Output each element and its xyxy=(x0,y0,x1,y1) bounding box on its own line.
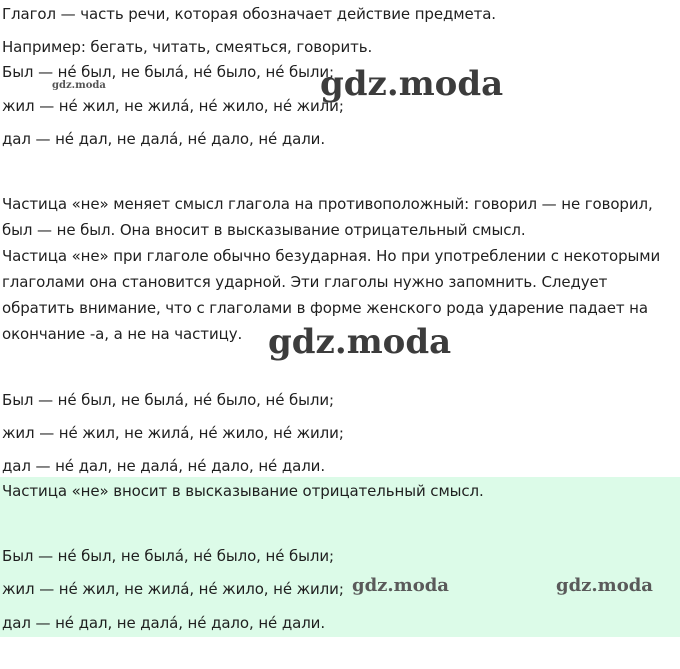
watermark-mid-left: gdz.moda xyxy=(352,575,449,596)
watermark-large-middle: gdz.moda xyxy=(268,322,452,362)
paragraph-meaning: Частица «не» меняет смысл глагола на противоположный: говорил — не говорил, был — не был. Она вносит в высказывание отрицательный смысл. xyxy=(2,195,653,239)
example-line-dal-2: дал — не́ дал, не дала́, не́ дало, не́ дали. xyxy=(2,457,325,475)
definition-text: Глагол — часть речи, которая обозначает действие предмета. xyxy=(2,5,496,23)
examples-text: Например: бегать, читать, смеяться, говорить. xyxy=(2,38,373,56)
example-line-byl: Был — не́ был, не была́, не́ было, не́ были; xyxy=(2,63,334,81)
watermark-mid-right: gdz.moda xyxy=(556,575,653,596)
answer-line-byl: Был — не́ был, не была́, не́ было, не́ были; xyxy=(2,547,334,565)
example-line-zhil-2: жил — не́ жил, не жила́, не́ жило, не́ жили; xyxy=(2,424,344,442)
answer-line-zhil: жил — не́ жил, не жила́, не́ жило, не́ жили; xyxy=(2,580,344,598)
example-line-dal: дал — не́ дал, не дала́, не́ дало, не́ дали. xyxy=(2,130,325,148)
example-line-byl-2: Был — не́ был, не была́, не́ было, не́ были; xyxy=(2,391,334,409)
answer-statement: Частица «не» вносит в высказывание отрицательный смысл. xyxy=(2,482,484,500)
answer-line-dal: дал — не́ дал, не дала́, не́ дало, не́ дали. xyxy=(2,614,325,632)
paragraph-stress: Частица «не» при глаголе обычно безударная. Но при употреблении с некоторыми глаголами она становится ударной. Эти глаголы нужно запомнить. Следует обратить внимание, что с глаголами в форме женского рода ударение падает на окончание -а, а не на частицу. xyxy=(2,247,661,343)
example-line-zhil: жил — не́ жил, не жила́, не́ жило, не́ жили; xyxy=(2,97,344,115)
watermark-large-top: gdz.moda xyxy=(320,64,504,104)
watermark-small: gdz.moda xyxy=(52,80,106,91)
